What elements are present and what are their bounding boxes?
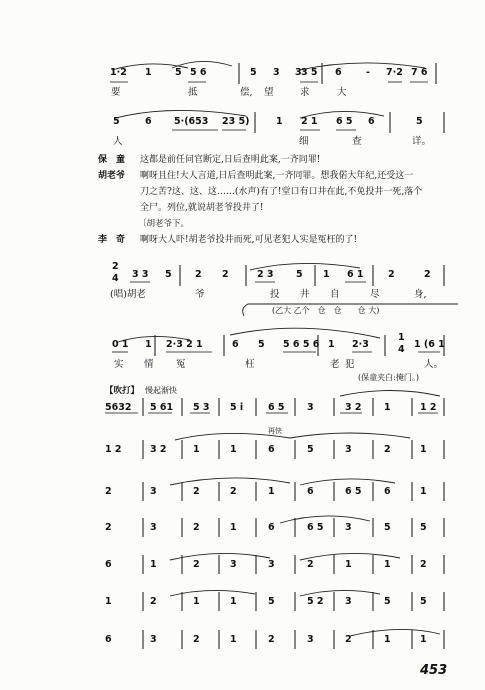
- lyric: 尽: [370, 289, 380, 300]
- instrumental-note: 5: [307, 444, 314, 455]
- lyric: 冤: [176, 359, 186, 370]
- instrumental-note: 2: [384, 444, 391, 455]
- note: 7 6: [411, 67, 428, 78]
- lyric: 望: [264, 87, 274, 98]
- note: 6: [232, 339, 239, 350]
- instrumental-note: 5: [420, 522, 427, 533]
- note: 5: [258, 339, 265, 350]
- instrumental-note: 1: [193, 444, 200, 455]
- note: 2 1: [301, 116, 318, 127]
- instrumental-note: 6: [384, 486, 391, 497]
- instrumental-note: 1: [230, 444, 237, 455]
- instrumental-note: 1: [420, 486, 427, 497]
- dialogue-line: 啊呀且住!大人言道,日后查明此案,一齐同罪。想我偌大年纪,还受这一: [140, 171, 414, 181]
- lyric: 要: [111, 87, 121, 98]
- note: -: [366, 67, 370, 78]
- note: 2·3: [352, 339, 369, 350]
- instrumental-note: 6: [268, 522, 275, 533]
- instrumental-note: 2: [268, 634, 275, 645]
- note: 3 5: [301, 67, 318, 78]
- lyric: 求: [300, 87, 310, 98]
- note: 3: [273, 67, 280, 78]
- instrumental-note: 2: [193, 522, 200, 533]
- note: 23 5): [222, 116, 250, 127]
- note: 2 3: [257, 269, 274, 280]
- instrumental-note: 5: [384, 522, 391, 533]
- time-signature-top: 1: [398, 332, 405, 343]
- instrumental-note: 2: [307, 559, 314, 570]
- lyric: 抵: [188, 87, 198, 98]
- instrumental-note: 1: [384, 634, 391, 645]
- instrumental-note: 2: [420, 559, 427, 570]
- instrumental-note: 2: [105, 486, 112, 497]
- note: 6: [335, 67, 342, 78]
- note: 1: [276, 116, 283, 127]
- instrumental-note: 1: [193, 596, 200, 607]
- instrumental-note: 6 5: [345, 486, 362, 497]
- note: 6: [145, 116, 152, 127]
- lyric: 爷: [195, 289, 205, 300]
- dialogue-line: 啊呀大人吓!胡老爷投井而死,可见老犯人实是冤枉的了!: [140, 235, 358, 245]
- note: 1: [145, 339, 152, 350]
- instrumental-note: 2: [193, 559, 200, 570]
- lyric: 实: [114, 359, 124, 370]
- instrumental-note: 1: [268, 486, 275, 497]
- lyric: 人。: [424, 359, 444, 370]
- lyric: 投: [270, 289, 280, 300]
- instrumental-note: 3: [345, 522, 352, 533]
- note: 2: [424, 269, 431, 280]
- instrumental-barlines: [143, 398, 444, 416]
- tempo-marking: 再快: [268, 427, 282, 435]
- instrumental-note: 3: [150, 522, 157, 533]
- instrumental-note: 1: [420, 444, 427, 455]
- stage-direction: (保童夹白:掩门。): [358, 373, 419, 382]
- note: 5: [250, 67, 257, 78]
- time-signature-bottom: 4: [398, 344, 405, 355]
- instrumental-note: 3: [268, 559, 275, 570]
- note: 5·(653: [174, 116, 209, 127]
- note: 6: [368, 116, 375, 127]
- instrumental-note: 5632: [105, 402, 132, 413]
- note: 1: [328, 339, 335, 350]
- note: 7·2: [386, 67, 403, 78]
- percussion-pattern: (乙大 乙个 仓 仓 仓 大): [272, 306, 380, 315]
- instrumental-note: 1: [230, 634, 237, 645]
- lyric: (唱)胡老: [110, 289, 146, 300]
- instrumental-note: 6: [105, 634, 112, 645]
- instrumental-note: 6 5: [307, 522, 324, 533]
- lyric: 查: [352, 136, 362, 147]
- instrumental-note: 6: [268, 444, 275, 455]
- instrumental-note: 1 2: [105, 444, 122, 455]
- dialogue-line: 全尸。列位,就说胡老爷投井了!: [140, 203, 264, 213]
- note: 1: [145, 67, 152, 78]
- instrumental-note: 1: [230, 596, 237, 607]
- instrumental-note: 1: [105, 596, 112, 607]
- note: 5 6 5 6: [283, 339, 320, 350]
- instrumental-note: 5 i: [230, 402, 244, 413]
- section-title: 【吹打】: [105, 386, 140, 396]
- instrumental-note: 3: [230, 559, 237, 570]
- note: 6 1: [347, 269, 364, 280]
- lyric: 身,: [414, 289, 427, 300]
- note: 1: [323, 269, 330, 280]
- note: 6 5: [336, 116, 353, 127]
- instrumental-note: 2: [150, 596, 157, 607]
- lyric: 大: [337, 87, 347, 98]
- lyric: 自: [330, 289, 340, 300]
- dialogue-line: 刀之苦?这、这、这……(水声)有了!堂口有口井在此,不免投井一死,落个: [140, 187, 423, 197]
- lyric: 细: [299, 136, 309, 147]
- note: 5: [296, 269, 303, 280]
- instrumental-note: 3: [307, 634, 314, 645]
- instrumental-note: 1: [150, 559, 157, 570]
- instrumental-note: 1: [420, 634, 427, 645]
- instrumental-note: 2: [345, 634, 352, 645]
- lyric: 犯: [345, 359, 355, 370]
- instrumental-note: 5 2: [307, 596, 324, 607]
- instrumental-note: 6: [307, 486, 314, 497]
- instrumental-note: 3 2: [345, 402, 362, 413]
- page-number: 453: [420, 663, 448, 678]
- note: 2: [222, 269, 229, 280]
- time-signature-bottom: 4: [112, 273, 119, 284]
- stage-direction: 〔胡老爷下。: [138, 219, 190, 229]
- instrumental-note: 5: [384, 596, 391, 607]
- instrumental-note: 1: [230, 522, 237, 533]
- instrumental-note: 3: [150, 486, 157, 497]
- instrumental-note: 5 61: [150, 402, 174, 413]
- note: 5: [175, 67, 182, 78]
- instrumental-note: 2: [105, 522, 112, 533]
- instrumental-note: 3: [345, 444, 352, 455]
- instrumental-note: 1: [384, 559, 391, 570]
- instrumental-note: 6: [105, 559, 112, 570]
- instrumental-note: 6 5: [268, 402, 285, 413]
- lyric: 枉: [245, 359, 255, 370]
- note: 2: [195, 269, 202, 280]
- instrumental-note: 3: [150, 634, 157, 645]
- lyric: 情: [144, 359, 154, 370]
- time-signature-top: 2: [112, 261, 119, 272]
- instrumental-note: 3: [345, 596, 352, 607]
- instrumental-note: 1 2: [420, 402, 437, 413]
- note: 5 6: [190, 67, 207, 78]
- instrumental-note: 2: [230, 486, 237, 497]
- instrumental-note: 1: [384, 402, 391, 413]
- instrumental-note: 2: [193, 486, 200, 497]
- instrumental-note: 3 2: [150, 444, 167, 455]
- lyric: 偿,: [240, 87, 253, 98]
- instrumental-note: 5: [268, 596, 275, 607]
- instrumental-note: 3: [307, 402, 314, 413]
- note: 5: [113, 116, 120, 127]
- lyric: 详。: [412, 136, 432, 147]
- tempo-marking: 慢起渐快: [145, 386, 177, 395]
- lyric: 人: [113, 136, 123, 147]
- dialogue-line: 这都是前任问官断定,日后查明此案,一齐同罪!: [140, 155, 321, 165]
- speaker-name: 保 童: [98, 155, 126, 165]
- instrumental-note: 1: [345, 559, 352, 570]
- note: 0 1: [112, 339, 129, 350]
- lyric: 井: [300, 289, 310, 300]
- note: 2·3 2 1: [166, 339, 203, 350]
- note: 3 3: [132, 269, 149, 280]
- speaker-name: 李 奇: [98, 235, 126, 245]
- lyric: 老: [330, 359, 340, 370]
- speaker-name: 胡老爷: [98, 171, 126, 181]
- note: 1 (6 1: [414, 339, 445, 350]
- note: 5: [165, 269, 172, 280]
- note: 5: [416, 116, 423, 127]
- note: 2: [388, 269, 395, 280]
- note: 3: [295, 67, 302, 78]
- instrumental-note: 5: [420, 596, 427, 607]
- note: 1·2: [110, 67, 127, 78]
- instrumental-note: 5 3: [193, 402, 210, 413]
- instrumental-note: 2: [193, 634, 200, 645]
